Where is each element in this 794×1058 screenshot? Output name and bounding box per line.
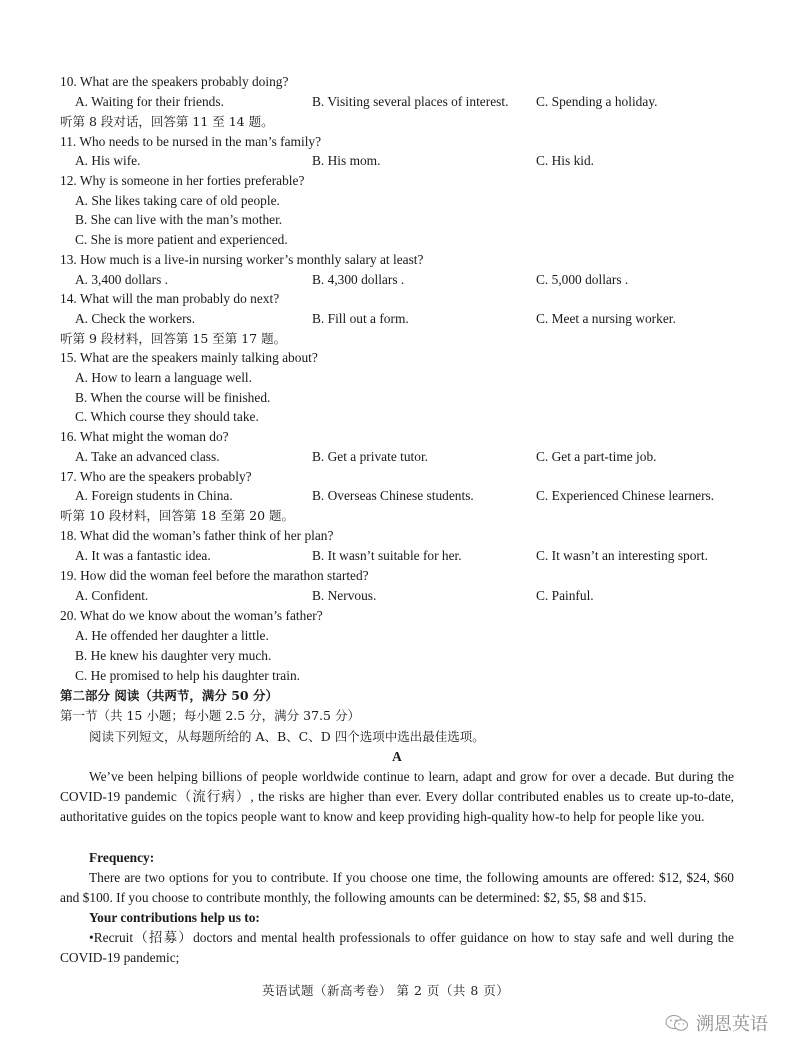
q12-option-c: C. She is more patient and experienced. bbox=[75, 232, 288, 247]
q10-option-a: A. Waiting for their friends. bbox=[75, 94, 224, 109]
passage-bullet-1: •Recruit（招募）doctors and mental health professionals to offer guidance on how to stay safe and well during the COVID-19 pandemic; bbox=[60, 930, 734, 965]
question-18: 18. What did the woman’s father think of her plan? bbox=[60, 528, 334, 543]
q17-option-c: C. Experienced Chinese learners. bbox=[536, 488, 715, 503]
watermark bbox=[664, 1010, 768, 1036]
q14-option-c: C. Meet a nursing worker. bbox=[536, 311, 676, 326]
q10-option-b: B. Visiting several places of interest. bbox=[312, 94, 509, 109]
q16-option-b: B. Get a private tutor. bbox=[312, 449, 429, 464]
question-20: 20. What do we know about the woman’s father? bbox=[60, 608, 323, 623]
q12-option-b: B. She can live with the man’s mother. bbox=[75, 212, 283, 227]
question-15: 15. What are the speakers mainly talking about? bbox=[60, 350, 318, 365]
q11-option-c: C. His kid. bbox=[536, 153, 595, 168]
page-footer: 英语试题（新高考卷） 第 2 页（共 8 页） bbox=[262, 983, 510, 998]
question-16: 16. What might the woman do? bbox=[60, 429, 229, 444]
q13-option-b: B. 4,300 dollars . bbox=[312, 272, 405, 287]
q18-option-c: C. It wasn’t an interesting sport. bbox=[536, 548, 708, 563]
q18-option-a: A. It was a fantastic idea. bbox=[75, 548, 211, 563]
q20-option-a: A. He offended her daughter a little. bbox=[75, 628, 269, 643]
instruction-material-10: 听第 10 段材料，回答第 18 至第 20 题。 bbox=[60, 508, 295, 523]
passage-label: A bbox=[392, 749, 402, 764]
question-11: 11. Who needs to be nursed in the man’s family? bbox=[60, 134, 322, 149]
q18-option-b: B. It wasn’t suitable for her. bbox=[312, 548, 462, 563]
question-14: 14. What will the man probably do next? bbox=[60, 291, 280, 306]
question-13: 13. How much is a live-in nursing worker’s monthly salary at least? bbox=[60, 252, 424, 267]
instruction-dialogue-8: 听第 8 段对话，回答第 11 至 14 题。 bbox=[60, 114, 274, 129]
passage-paragraph-1: We’ve been helping billions of people worldwide continue to learn, adapt and grow for over a decade. But during the COVID-19 pandemic（流行病）, the risks are higher than ever. Every dollar contributed enables us to create up-to-date, authoritative guides on the topics people want to know and keep providing high-quality how-to help for people like you. bbox=[60, 769, 734, 824]
part2-heading: 第二部分 阅读（共两节，满分 50 分） bbox=[60, 688, 278, 703]
watermark-text: 溯恩英语 bbox=[696, 1014, 768, 1035]
q10-option-c: C. Spending a holiday. bbox=[536, 94, 658, 109]
q20-option-c: C. He promised to help his daughter train. bbox=[75, 668, 300, 683]
wechat-icon bbox=[664, 1013, 690, 1033]
q15-option-c: C. Which course they should take. bbox=[75, 409, 259, 424]
q13-option-a: A. 3,400 dollars . bbox=[75, 272, 168, 287]
contributions-heading: Your contributions help us to: bbox=[89, 910, 260, 925]
q19-option-b: B. Nervous. bbox=[312, 588, 377, 603]
frequency-heading: Frequency: bbox=[89, 850, 155, 865]
q14-option-b: B. Fill out a form. bbox=[312, 311, 409, 326]
q14-option-a: A. Check the workers. bbox=[75, 311, 196, 326]
reading-directions: 阅读下列短文，从每题所给的 A、B、C、D 四个选项中选出最佳选项。 bbox=[89, 729, 485, 744]
q17-option-b: B. Overseas Chinese students. bbox=[312, 488, 474, 503]
q12-option-a: A. She likes taking care of old people. bbox=[75, 193, 280, 208]
question-10: 10. What are the speakers probably doing? bbox=[60, 74, 289, 89]
q16-option-c: C. Get a part-time job. bbox=[536, 449, 657, 464]
section1-heading: 第一节（共 15 小题；每小题 2.5 分，满分 37.5 分） bbox=[60, 708, 360, 723]
q17-option-a: A. Foreign students in China. bbox=[75, 488, 233, 503]
question-19: 19. How did the woman feel before the marathon started? bbox=[60, 568, 369, 583]
passage-paragraph-2: There are two options for you to contribute. If you choose one time, the following amounts are offered: $12, $24, $60 and $100. If you choose to contribute monthly, the following amounts can be determined: $2, $5, $8 and $15. bbox=[60, 870, 734, 905]
q15-option-b: B. When the course will be finished. bbox=[75, 390, 271, 405]
q11-option-a: A. His wife. bbox=[75, 153, 141, 168]
q20-option-b: B. He knew his daughter very much. bbox=[75, 648, 272, 663]
q19-option-c: C. Painful. bbox=[536, 588, 594, 603]
q16-option-a: A. Take an advanced class. bbox=[75, 449, 220, 464]
q13-option-c: C. 5,000 dollars . bbox=[536, 272, 629, 287]
question-12: 12. Why is someone in her forties preferable? bbox=[60, 173, 305, 188]
instruction-material-9: 听第 9 段材料，回答第 15 至第 17 题。 bbox=[60, 331, 287, 346]
q15-option-a: A. How to learn a language well. bbox=[75, 370, 252, 385]
q11-option-b: B. His mom. bbox=[312, 153, 381, 168]
question-17: 17. Who are the speakers probably? bbox=[60, 469, 252, 484]
q19-option-a: A. Confident. bbox=[75, 588, 149, 603]
